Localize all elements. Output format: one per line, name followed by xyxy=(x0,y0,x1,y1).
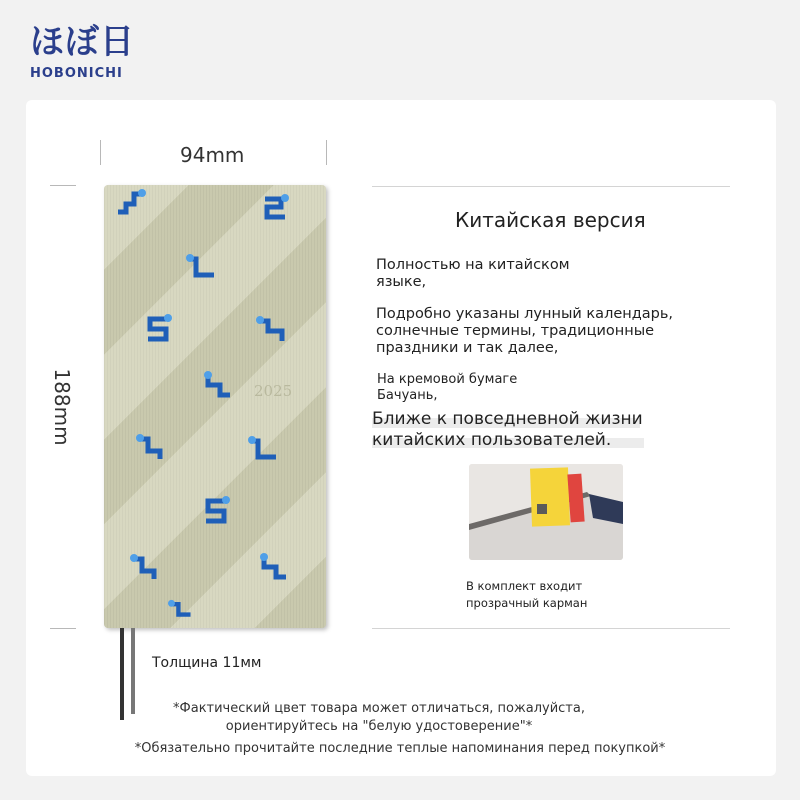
reminder-line: *Обязательно прочитайте последние теплые напоминания перед покупкой* xyxy=(134,741,666,756)
feature-text-2 xyxy=(376,306,673,357)
caption-line: В комплект входит xyxy=(466,579,583,593)
snake-pattern-icon xyxy=(256,553,290,583)
feature-text-line: Бачуань, xyxy=(377,388,438,403)
feature-text-line: солнечные термины, традиционные xyxy=(376,323,655,339)
purchase-reminder xyxy=(0,740,800,758)
height-guide-bottom xyxy=(50,628,76,629)
caption-line: прозрачный карман xyxy=(466,596,588,610)
color-disclaimer xyxy=(0,700,779,736)
feature-text-1 xyxy=(376,257,570,291)
feature-text-line: языке, xyxy=(376,274,427,290)
snake-pattern-icon xyxy=(164,599,198,625)
disclaimer-line: ориентируйтесь на "белую удостоверение"* xyxy=(225,719,533,734)
snake-pattern-icon xyxy=(200,371,234,401)
pocket-caption xyxy=(466,578,587,612)
feature-text-line: Полностью на китайском xyxy=(376,257,570,273)
snake-pattern-icon xyxy=(200,495,234,525)
notebook-cover-image xyxy=(104,185,326,628)
divider-top-right xyxy=(372,186,730,187)
width-dimension-label: 94mm xyxy=(180,143,245,167)
divider-bottom-right xyxy=(372,628,730,629)
width-guide-left xyxy=(100,140,101,165)
logo-japanese-text: ほぼ日 xyxy=(30,22,135,62)
feature-text-line: китайских пользователей. xyxy=(372,430,612,450)
year-emboss: 2025 xyxy=(254,382,293,400)
height-dimension-label: 188mm xyxy=(50,368,74,446)
snake-pattern-icon xyxy=(128,553,162,583)
snake-pattern-icon xyxy=(114,188,148,218)
snake-pattern-icon xyxy=(134,433,168,463)
feature-text-line: Подробно указаны лунный календарь, xyxy=(376,306,674,322)
feature-text-line: Ближе к повседневной жизни xyxy=(372,409,643,429)
pocket-illustration-icon xyxy=(469,464,623,560)
snake-pattern-icon xyxy=(246,435,280,465)
hobonichi-logo xyxy=(30,22,140,81)
height-guide-top xyxy=(50,185,76,186)
clear-pocket-photo xyxy=(469,464,623,560)
thickness-label: Толщина 11мм xyxy=(152,655,262,671)
feature-text-line: На кремовой бумаге xyxy=(377,372,518,387)
snake-pattern-icon xyxy=(184,253,218,283)
snake-pattern-icon xyxy=(142,313,176,343)
version-title: Китайская версия xyxy=(455,208,646,232)
snake-pattern-icon xyxy=(254,315,288,345)
logo-english-text: HOBONICHI xyxy=(30,66,123,81)
feature-text-3 xyxy=(377,372,517,404)
feature-text-4 xyxy=(372,409,643,451)
width-guide-right xyxy=(326,140,327,165)
disclaimer-line: *Фактический цвет товара может отличаться, пожалуйста, xyxy=(173,701,585,716)
feature-text-line: праздники и так далее, xyxy=(376,340,559,356)
snake-pattern-icon xyxy=(259,193,293,223)
